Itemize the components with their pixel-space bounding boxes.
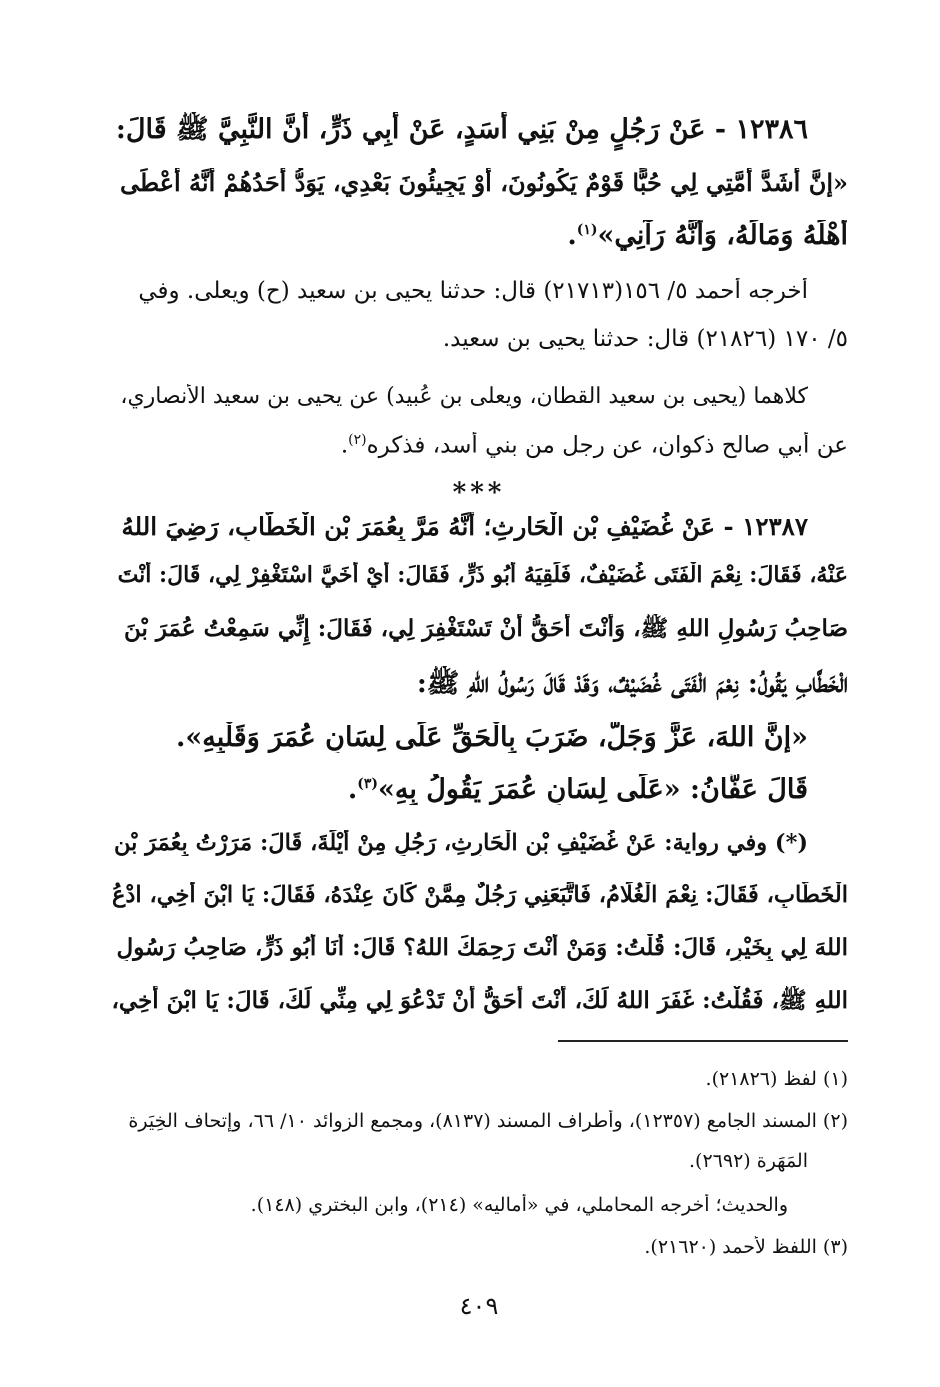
footnote-1: (١) لفظ (٢١٨٢٦). — [705, 1068, 848, 1090]
section-separator: *** — [452, 478, 506, 508]
takhrij-line: كلاهما (يحيى بن سعيد القطان، ويعلى بن عُبيد) عن يحيى بن سعيد الأنصاري، — [120, 384, 808, 409]
footnote-2-cont: المَهَرة (٢٦٩٢). — [689, 1150, 808, 1172]
page-number: ٤٠٩ — [459, 1292, 499, 1320]
riwaya-line: الْخَطَّابِ، فَقَالَ: نِعْمَ الْغُلَامُ، فَاتَّبَعَنِي رَجُلٌ مِمَّنْ كَانَ عِنْدَهُ، فَقَالَ: يَا ابْنَ أَخِي، ادْعُ — [111, 882, 848, 908]
hadith-line: صَاحِبُ رَسُولِ اللهِ ﷺ، وَأَنْتَ أَحَقُّ أَنْ تَسْتَغْفِرَ لِي، فَقَالَ: إِنِّي سَمِعْتُ عُمَرَ بْنَ — [123, 615, 848, 642]
hadith-line: ١٢٣٨٦ - عَنْ رَجُلٍ مِنْ بَنِي أَسَدٍ، عَنْ أَبِي ذَرٍّ، أَنَّ النَّبِيَّ ﷺ قَالَ: — [115, 114, 808, 145]
footnote-ref: (١) — [576, 222, 598, 238]
hadith-line: «إِنَّ اللهَ، عَزَّ وَجَلَّ، ضَرَبَ بِالْحَقِّ عَلَى لِسَانِ عُمَرَ وَقَلْبِهِ». — [175, 722, 808, 753]
footnote-ref: (٢) — [348, 432, 367, 448]
takhrij-line: ٥/ ١٧٠ (٢١٨٢٦) قال: حدثنا يحيى بن سعيد. — [442, 326, 848, 352]
footnote-2: (٢) المسند الجامع (١٢٣٥٧)، وأطراف المسند (٨١٣٧)، ومجمع الزوائد ١٠/ ٦٦، وإتحاف الخِيَرة — [128, 1110, 848, 1132]
page-content — [110, 0, 848, 1387]
hadith-line: قَالَ عَفَّانُ: «عَلَى لِسَانِ عُمَرَ يَقُولُ بِهِ»$^{(٣)}$. — [347, 774, 808, 805]
hadith-line: «إِنَّ أَشَدَّ أُمَّتِي لِي حُبًّا قَوْمٌ يَكُونُونَ، أَوْ يَجِيئُونَ بَعْدِي، يَوَدُّ أَحَدُهُمْ أَنَّهُ أَعْطَى — [120, 168, 848, 197]
hadith-line: الْخَطَّابِ يَقُولُ: نِعْمَ الْفَتَى غُضَيْفٌ، وَقَدْ قَالَ رَسُولُ اللهِ ﷺ: — [416, 668, 848, 699]
riwaya-line: اللهَ لِي بِخَيْرٍ، قَالَ: قُلْتُ: وَمَنْ أَنْتَ رَحِمَكَ اللهُ؟ قَالَ: أَنَا أَبُو ذَرٍّ، صَاحِبُ رَسُولِ — [116, 934, 848, 961]
takhrij-line: عن أبي صالح ذكوان، عن رجل من بني أسد، فذكره$^{(٢)}$. — [340, 432, 848, 459]
hadith-line: أَهْلَهُ وَمَالَهُ، وَأَنَّهُ رَآنِي»$^{(١)}$. — [567, 220, 848, 251]
footnote-2-note: والحديث؛ أخرجه المحاملي، في «أماليه» (٢١٤)، وابن البختري (١٤٨). — [250, 1194, 788, 1216]
riwaya-line: (*) وفي رواية: عَنْ غُضَيْفِ بْنِ الْحَارِثِ، رَجُلٍ مِنْ أَيْلَةَ، قَالَ: مَرَرْتُ بِعُمَرَ بْنِ — [114, 830, 808, 856]
takhrij-line: أخرجه أحمد ٥/ ١٥٦(٢١٧١٣) قال: حدثنا يحيى بن سعيد (ح) ويعلى. وفي — [138, 278, 808, 304]
footnote-ref: (٣) — [357, 776, 379, 792]
riwaya-line: اللهِ ﷺ، فَقُلْتُ: غَفَرَ اللهُ لَكَ، أَنْتَ أَحَقُّ أَنْ تَدْعُوَ لِي مِنِّي لَكَ، قَالَ: يَا ابْنَ أَخِي، — [111, 987, 848, 1014]
footnote-3: (٣) اللفظ لأحمد (٢١٦٢٠). — [644, 1236, 848, 1258]
footnote-divider — [558, 1040, 848, 1042]
hadith-line: عَنْهُ، فَقَالَ: نِعْمَ الْفَتَى غُضَيْفٌ، فَلَقِيَهُ أَبُو ذَرٍّ، فَقَالَ: أَيْ أُخَيَّ اسْتَغْفِرْ لِي، قَالَ: أَنْتَ — [117, 562, 848, 588]
hadith-line: ١٢٣٨٧ - عَنْ غُضَيْفِ بْنِ الْحَارِثِ؛ أَنَّهُ مَرَّ بِعُمَرَ بْنِ الْخَطَّابِ، رَضِيَ اللهُ — [121, 512, 808, 541]
